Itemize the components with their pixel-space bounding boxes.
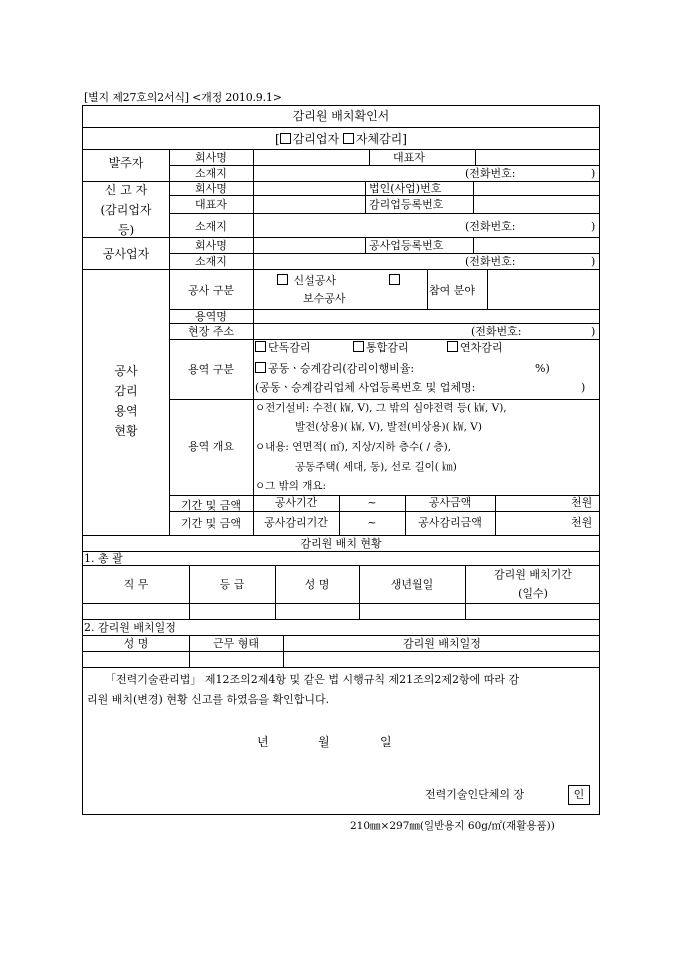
period-label-1: 기간 및 금액 (180, 499, 242, 512)
site-address-label: 현장 주소 (187, 325, 234, 338)
reporter-label-line3: 등) (117, 223, 135, 237)
col2-name: 성 명 (123, 637, 149, 650)
contractor-label: 공사업자 (102, 247, 150, 261)
svc-option-integrated[interactable] (353, 341, 409, 355)
section2-title: 2. 감리원 배치일정 (84, 621, 176, 634)
checkbox-single-icon[interactable] (255, 341, 266, 352)
deployment-title: 감리원 배치 현황 (300, 537, 382, 550)
date-year: 년 (257, 735, 269, 749)
svc-joint-percent: %) (535, 362, 550, 375)
service-type-label: 용역 구분 (187, 363, 234, 376)
orderer-phone-label: (전화번호: (465, 167, 516, 180)
reporter-reg-no-label: 감리업등록번호 (369, 198, 444, 211)
vline-reporter-mid2 (473, 182, 474, 214)
svc-joint-label: 공동ㆍ승계감리(감리이행비율: (268, 362, 415, 375)
contractor-company-label: 회사명 (195, 239, 227, 252)
reporter-corp-no-label: 법인(사업)번호 (369, 182, 442, 195)
vline-field1 (427, 270, 428, 310)
overview-line5: ㅇ그 밖의 개요: (255, 480, 327, 492)
vline-orderer-ceo-val (475, 150, 476, 166)
vline-left-labels (169, 150, 170, 536)
reporter-phone-label: (전화번호: (465, 220, 516, 233)
overview-label: 용역 개요 (187, 440, 234, 453)
vline-sum4 (465, 566, 466, 620)
orderer-label: 발주자 (108, 156, 144, 170)
checkbox-joint-icon[interactable] (255, 362, 266, 373)
overview-line4: 공동주택( 세대, 동), 선로 길이( ㎞) (295, 461, 457, 473)
vline-field2 (487, 270, 488, 310)
contractor-address-label: 소재지 (195, 255, 227, 268)
checkbox-annual-icon[interactable] (447, 341, 458, 352)
overview-line3: ㅇ내용: 연면적( ㎡), 지상/지하 층수( / 층), (255, 441, 452, 453)
vline-sch1 (189, 636, 190, 668)
reporter-phone-close: ) (591, 220, 596, 233)
orderer-company-label: 회사명 (195, 151, 227, 164)
reporter-company-label: 회사명 (195, 182, 227, 195)
option-supervisor: 감리업자 (292, 132, 340, 146)
orderer-phone-close: ) (591, 167, 596, 180)
form-number-note: [별지 제27호의2서식] <개정 2010.9.1> (84, 91, 282, 104)
reporter-label-line1: 신 고 자 (104, 183, 148, 197)
svc-annual-label: 연차감리 (460, 341, 503, 354)
svc-joint-note-close: ) (581, 381, 586, 394)
contractor-phone-close: ) (591, 255, 596, 268)
vline-sch2 (283, 636, 284, 668)
date-day: 일 (380, 735, 392, 749)
service-name-label: 용역명 (195, 310, 227, 323)
vline-contractor-mid2 (473, 238, 474, 254)
vline-reporter-mid (365, 182, 366, 214)
checkbox-integrated-icon[interactable] (353, 341, 364, 352)
supervision-period-label: 공사감리기간 (264, 516, 328, 529)
construction-period-tilde: ~ (367, 496, 377, 509)
reporter-ceo-label: 대표자 (195, 198, 227, 211)
checkbox-new-icon[interactable] (277, 274, 288, 285)
orderer-ceo-label: 대표자 (393, 151, 425, 164)
checkbox-repair-icon[interactable] (389, 274, 400, 285)
date-month: 월 (318, 735, 330, 749)
col-name: 성 명 (304, 578, 330, 591)
svc-single-label: 단독감리 (268, 341, 311, 354)
supervision-period-tilde: ~ (367, 516, 377, 529)
construction-amount-unit: 천원 (571, 496, 593, 509)
work-type-new-label: 신설공사 (293, 274, 337, 287)
vline-period1 (339, 496, 340, 536)
vline-sublabels (253, 150, 254, 536)
vline-contractor-mid (365, 238, 366, 254)
construction-period-label: 공사기간 (274, 496, 318, 509)
col-period-days: (일수) (518, 587, 548, 600)
supervision-type-select (83, 132, 599, 146)
paper-size-note: 210㎜×297㎜(일반용지 60g/㎡(재활용품)) (350, 820, 555, 832)
work-type-label: 공사 구분 (187, 284, 234, 297)
col-grade: 등 급 (219, 578, 245, 591)
vline-sum2 (275, 566, 276, 620)
vline-sum1 (189, 566, 190, 620)
col-period: 감리원 배치기간 (494, 568, 572, 581)
vline-orderer-ceo (369, 150, 370, 166)
site-phone-close: ) (591, 325, 596, 338)
status-label-1: 공사 (114, 364, 138, 378)
supervision-amount-unit: 천원 (571, 516, 593, 529)
overview-line1: ㅇ전기설비: 수전( ㎾, V), 그 밖의 심야전력 등( ㎾, V), (255, 402, 507, 414)
confirmation-line2: 리원 배치(변경) 현황 신고를 하였음을 확인합니다. (87, 693, 330, 706)
bracket-close-char: ] (402, 132, 407, 146)
work-type-option-repair-box[interactable] (389, 274, 402, 288)
schedule-data-row (83, 652, 599, 668)
svc-joint-note: (공동ㆍ승계감리업체 사업등록번호 및 업체명: (255, 381, 476, 394)
vline-period2 (405, 496, 406, 536)
site-phone-label: (전화번호: (471, 325, 522, 338)
reporter-address-label: 소재지 (195, 220, 227, 233)
status-label-3: 용역 (114, 404, 138, 418)
col2-type: 근무 형태 (212, 637, 259, 650)
svc-integrated-label: 통합감리 (366, 341, 409, 354)
contractor-phone-label: (전화번호: (465, 255, 516, 268)
checkbox-self-supervision-icon[interactable] (343, 133, 354, 144)
overview-line2: 발전(상용)( ㎾, V), 발전(비상용)( ㎾, V) (295, 421, 482, 433)
confirmation-form (82, 105, 600, 815)
field-label: 참여 분야 (429, 284, 476, 297)
construction-amount-label: 공사금액 (428, 496, 472, 509)
form-title: 감리원 배치확인서 (292, 109, 390, 123)
signer-title: 전력기술인단체의 장 (425, 788, 525, 801)
contractor-reg-no-label: 공사업등록번호 (369, 239, 444, 252)
period-label-2: 기간 및 금액 (180, 517, 242, 530)
seal-mark: 인 (568, 785, 590, 805)
summary-data-row (83, 604, 599, 620)
svc-option-joint[interactable] (255, 362, 414, 376)
work-type-repair-label: 보수공사 (303, 292, 346, 305)
section1-row (83, 552, 599, 566)
status-label-2: 감리 (114, 384, 138, 398)
option-self-supervision: 자체감리 (355, 132, 403, 146)
vline-period3 (495, 496, 496, 536)
svc-option-single[interactable] (255, 341, 311, 355)
col-birth: 생년월일 (390, 578, 434, 591)
status-label-4: 현황 (114, 424, 138, 438)
vline-sum3 (359, 566, 360, 620)
supervision-amount-label: 공사감리금액 (418, 516, 482, 529)
col2-schedule: 감리원 배치일정 (403, 637, 481, 650)
orderer-address-label: 소재지 (195, 167, 227, 180)
col-duty: 직 무 (123, 578, 149, 591)
checkbox-supervisor-icon[interactable] (280, 133, 291, 144)
work-type-option-new[interactable] (277, 274, 336, 288)
bracket-open: [ (275, 132, 280, 146)
confirmation-line1: 「전력기술관리법」 제12조의2제4항 및 같은 법 시행규칙 제21조의2제2항에 따라 감 (105, 673, 520, 686)
section1-title: 1. 총 괄 (84, 552, 123, 565)
svc-option-annual[interactable] (447, 341, 503, 355)
reporter-label-line2: (감리업자 (100, 203, 152, 217)
